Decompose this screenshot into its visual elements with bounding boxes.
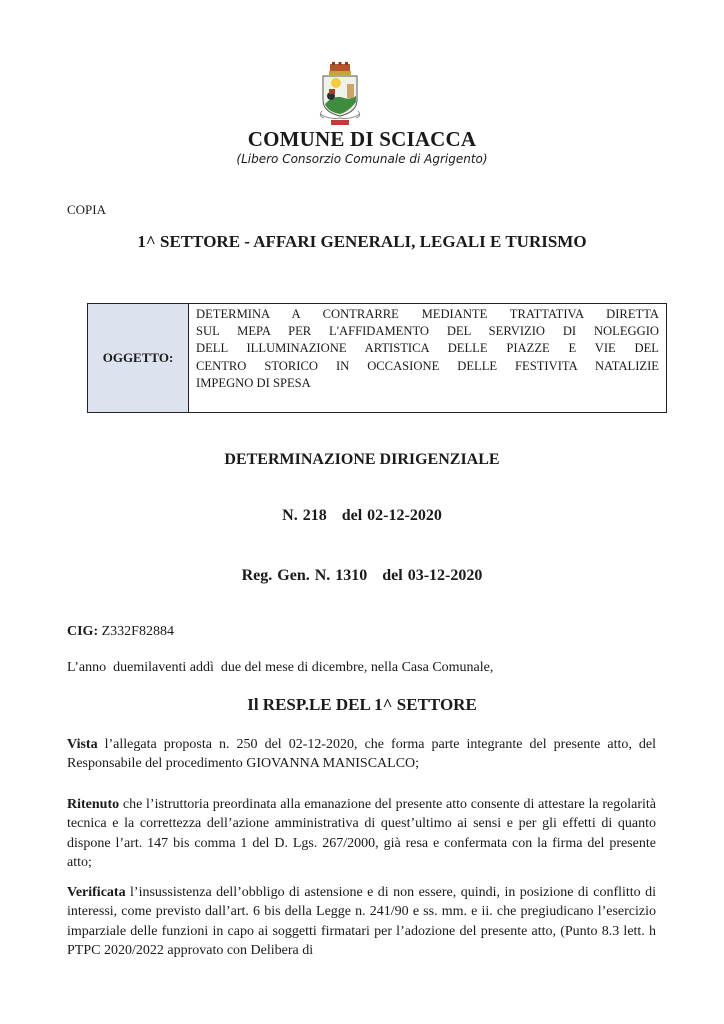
sector-title: 1^ SETTORE - AFFARI GENERALI, LEGALI E TURISMO bbox=[137, 232, 587, 251]
coat-of-arms-icon bbox=[314, 62, 366, 128]
subject-line: CENTRO STORICO IN OCCASIONE DELLE FESTIVITA NATALIZIE bbox=[196, 358, 659, 373]
paragraph-text: l’insussistenza dell’obbligo di astensione e di non essere, quindi, in posizione di conflitto di interessi, come previsto dall’art. 6 bis della Legge n. 241/90 e ss. mm. e ii. che pregiudicano l’esercizio imparziale delle funzioni in capo ai soggetti firmatari per l’adozione del presente atto, (Punto 8.3 lett. h PTPC 2020/2022 approvato con Delibera di bbox=[67, 885, 656, 959]
determination-title: DETERMINAZIONE DIRIGENZIALE bbox=[224, 451, 500, 468]
cig-label: CIG: bbox=[67, 624, 99, 639]
subject-box bbox=[87, 303, 667, 413]
determination-number bbox=[0, 507, 724, 525]
paragraph-lead: Vista bbox=[67, 737, 98, 752]
responsible-title: Il RESP.LE DEL 1^ SETTORE bbox=[247, 695, 477, 714]
paragraph-lead: Verificata bbox=[67, 885, 126, 900]
copy-label: COPIA bbox=[67, 202, 107, 217]
paragraph-lead: Ritenuto bbox=[67, 797, 120, 812]
registry-number bbox=[0, 567, 724, 585]
subject-label: OGGETTO: bbox=[88, 304, 189, 412]
paragraph-text: l’allegata proposta n. 250 del 02-12-2020, che forma parte integrante del presente atto, del Responsabile del procedimento GIOVANNA MANISCALCO; bbox=[67, 737, 656, 772]
org-subtitle: (Libero Consorzio Comunale di Agrigento) bbox=[236, 152, 488, 166]
org-title: COMUNE DI SCIACCA bbox=[247, 127, 477, 151]
paragraph-vista bbox=[67, 735, 656, 774]
cig-value: Z332F82884 bbox=[98, 624, 174, 639]
cig-line bbox=[67, 624, 174, 640]
paragraph-verificata bbox=[67, 883, 656, 961]
date-place-line: L’anno duemilaventi addì due del mese di dicembre, nella Casa Comunale, bbox=[67, 660, 494, 675]
subject-line: IMPEGNO DI SPESA bbox=[196, 375, 311, 390]
paragraph-text: che l’istruttoria preordinata alla emanazione del presente atto consente di attestare la regolarità tecnica e la correttezza dell’azione amministrativa di quest’ultimo ai sensi e per gli effetti di quanto dispone l’art. 147 bis comma 1 del D. Lgs. 267/2000, già resa e confermata con la firma del presente atto; bbox=[67, 797, 656, 871]
subject-text bbox=[189, 304, 666, 412]
subject-line: DELL ILLUMINAZIONE ARTISTICA DELLE PIAZZE E VIE DEL bbox=[196, 341, 659, 356]
subject-line: SUL MEPA PER L'AFFIDAMENTO DEL SERVIZIO DI NOLEGGIO bbox=[196, 324, 659, 339]
registry-number-text: Reg. Gen. N. 1310 del 03-12-2020 bbox=[241, 567, 483, 584]
determination-number-text: N. 218 del 02-12-2020 bbox=[282, 507, 442, 524]
paragraph-ritenuto bbox=[67, 795, 656, 873]
subject-line: DETERMINA A CONTRARRE MEDIANTE TRATTATIVA DIRETTA bbox=[196, 307, 659, 321]
